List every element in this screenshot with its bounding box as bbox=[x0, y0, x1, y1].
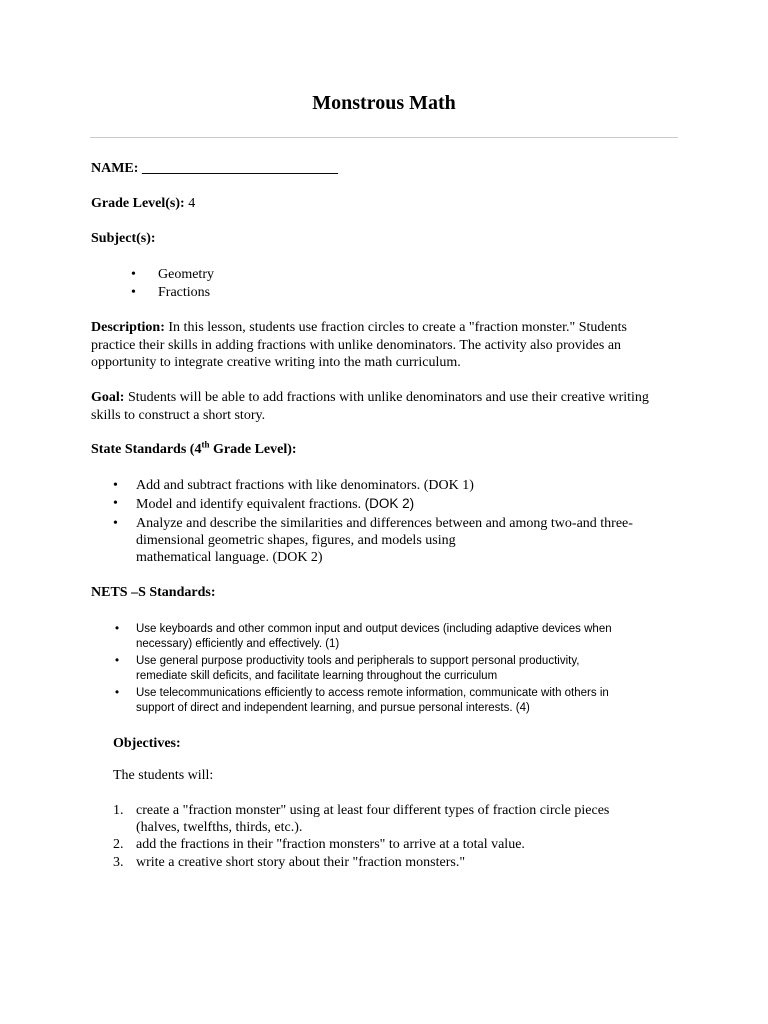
goal-label: Goal: bbox=[91, 390, 125, 405]
objectives-heading: Objectives: bbox=[113, 736, 181, 751]
nets-item: Use telecommunications efficiently to access remote information, communicate with others in bbox=[136, 687, 609, 699]
goal-paragraph bbox=[91, 389, 671, 424]
description-label: Description: bbox=[91, 320, 165, 335]
nets-item-cont: necessary) efficiently and effectively. (1) bbox=[136, 638, 340, 650]
grade-label: Grade Level(s): bbox=[91, 196, 185, 211]
nets-heading: NETS –S Standards: bbox=[91, 585, 216, 600]
goal-text: Students will be able to add fractions with unlike denominators and use their creative writing skills to construct a short story. bbox=[91, 390, 649, 423]
nets-item: Use keyboards and other common input and output devices (including adaptive devices when bbox=[136, 623, 612, 635]
state-standards-label-sup: th bbox=[201, 439, 210, 450]
grade-line bbox=[91, 195, 195, 213]
subject-bullet: • bbox=[131, 285, 136, 300]
nets-item-cont: support of direct and independent learning, and pursue personal interests. (4) bbox=[136, 702, 530, 714]
standard-item: Add and subtract fractions with like denominators. (DOK 1) bbox=[136, 478, 474, 493]
objective-number: 3. bbox=[113, 855, 124, 870]
objective-number: 2. bbox=[113, 837, 124, 852]
name-line bbox=[91, 160, 338, 178]
standard-item: Analyze and describe the similarities and differences between and among two-and three- bbox=[136, 516, 633, 531]
standard-bullet: • bbox=[113, 496, 118, 511]
standard-bullet: • bbox=[113, 478, 118, 493]
nets-item-cont: remediate skill deficits, and facilitate learning throughout the curriculum bbox=[136, 670, 498, 682]
objective-item: add the fractions in their "fraction monsters" to arrive at a total value. bbox=[136, 837, 525, 852]
state-standards-label-pre: State Standards (4 bbox=[91, 442, 202, 457]
name-blank: ____________________________ bbox=[141, 161, 338, 176]
state-standards-heading bbox=[91, 441, 297, 459]
nets-bullet: • bbox=[115, 623, 120, 635]
nets-bullet: • bbox=[115, 655, 120, 667]
objectives-intro: The students will: bbox=[113, 768, 214, 783]
standard-item: Model and identify equivalent fractions. (DOK 2) bbox=[136, 496, 415, 512]
standard-bullet: • bbox=[113, 516, 118, 531]
description-text: In this lesson, students use fraction circles to create a "fraction monster." Students practice their skills in adding fractions with unlike denominators. The activity also provides an opportunity to integrate creative writing into the math curriculum. bbox=[91, 320, 627, 370]
title-divider bbox=[90, 137, 678, 138]
objective-number: 1. bbox=[113, 803, 124, 818]
name-label: NAME: bbox=[91, 161, 139, 176]
objective-item-cont: (halves, twelfths, thirds, etc.). bbox=[136, 820, 303, 835]
standard-item-cont: dimensional geometric shapes, figures, and models using bbox=[136, 533, 456, 548]
standard-item-cont: mathematical language. (DOK 2) bbox=[136, 550, 323, 565]
subject-item: Geometry bbox=[158, 267, 214, 282]
grade-value: 4 bbox=[188, 196, 196, 211]
subject-bullet: • bbox=[131, 267, 136, 282]
state-standards-label-post: Grade Level): bbox=[209, 442, 297, 457]
document-title: Monstrous Math bbox=[312, 92, 456, 114]
nets-item: Use general purpose productivity tools and peripherals to support personal productivity, bbox=[136, 655, 580, 667]
description-paragraph bbox=[91, 319, 671, 372]
nets-bullet: • bbox=[115, 687, 120, 699]
subject-item: Fractions bbox=[158, 285, 211, 300]
subject-label: Subject(s): bbox=[91, 231, 156, 246]
objective-item: create a "fraction monster" using at least four different types of fraction circle pieces bbox=[136, 803, 610, 818]
objective-item: write a creative short story about their "fraction monsters." bbox=[136, 855, 466, 870]
